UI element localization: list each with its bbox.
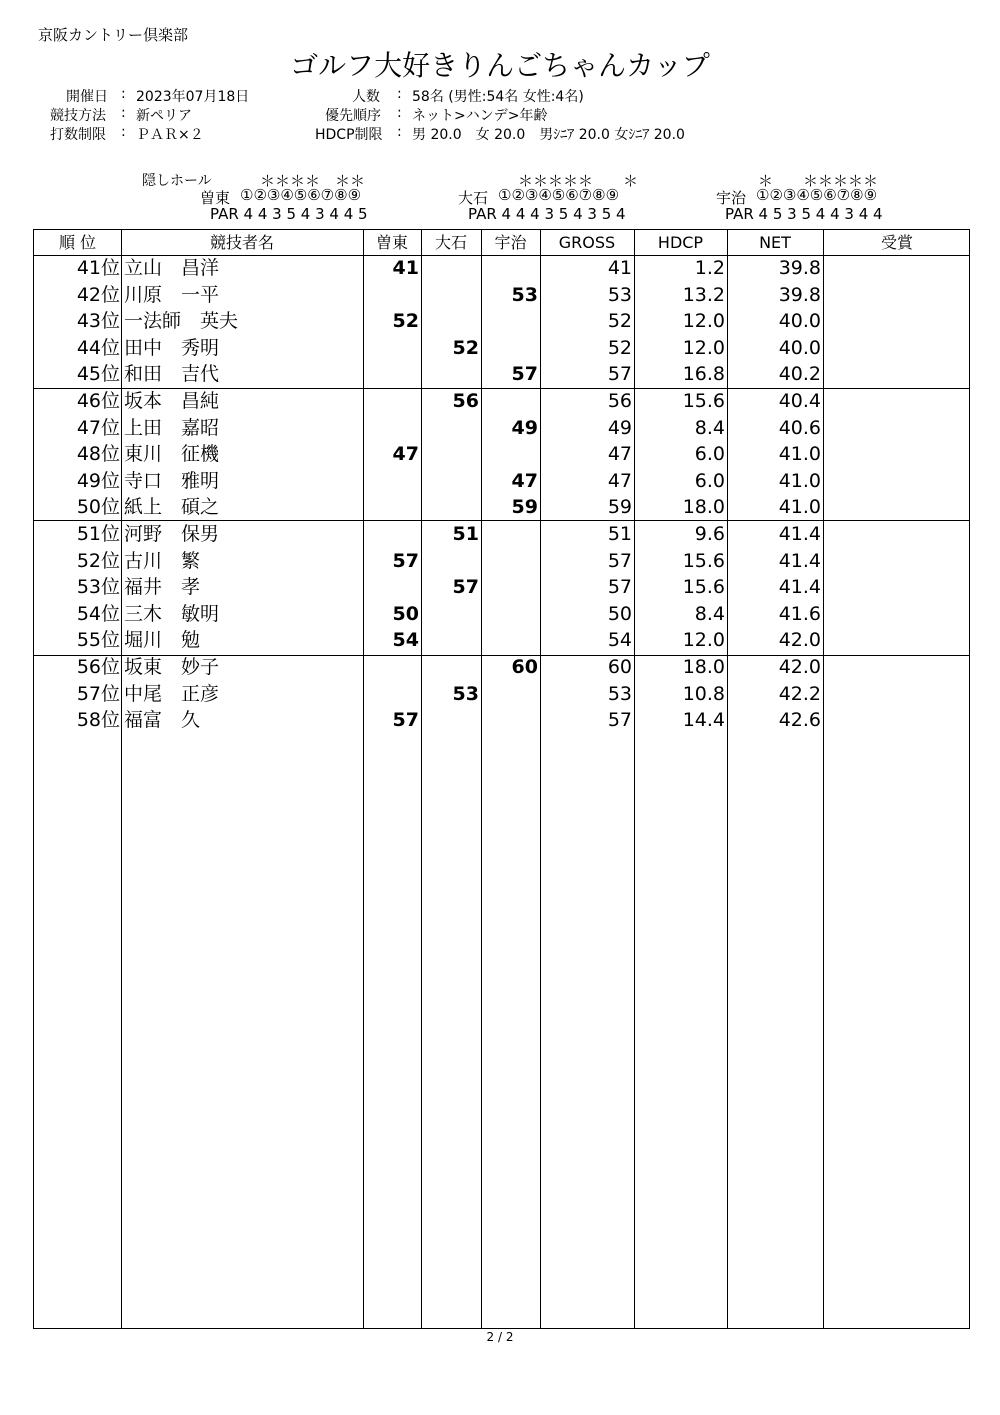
gross-cell: 47: [607, 469, 632, 492]
award-cell: [825, 361, 969, 387]
oishi-score-cell: 53: [452, 682, 479, 705]
header-net: NET: [759, 233, 791, 252]
course-name-uji: 宇治: [716, 189, 747, 207]
hdcp-cell: 6.0: [694, 443, 725, 466]
colon: :: [121, 86, 126, 102]
net-cell: 40.2: [778, 363, 821, 386]
limit-value: ＰＡＲ×２: [136, 127, 204, 143]
oishi-score-cell: 56: [452, 390, 479, 412]
sotou-score-cell: 52: [392, 310, 419, 333]
award-cell: [825, 654, 969, 680]
method-label: 競技方法: [50, 108, 106, 124]
gross-cell: 57: [607, 363, 632, 386]
uji-score-cell: [481, 255, 538, 281]
award-cell: [825, 335, 969, 361]
course-name-oishi: 大石: [458, 189, 489, 207]
column-divider: [121, 230, 122, 1328]
hidden-hole-stars-uji: ＊ ＊＊＊＊＊: [758, 172, 879, 190]
header-gross: GROSS: [558, 233, 616, 252]
award-cell: [825, 441, 969, 467]
uji-score-cell: [481, 335, 538, 361]
hdcp-cell: 15.6: [682, 549, 725, 572]
net-cell: 41.4: [778, 523, 821, 545]
oishi-score-cell: [421, 601, 479, 627]
par-row-uji: PAR 4 5 3 5 4 4 3 4 4: [725, 205, 883, 223]
oishi-score-cell: [421, 654, 479, 680]
rank-cell: 49位: [76, 469, 120, 492]
player-name-cell: 古川 繁: [124, 549, 201, 572]
rank-cell: 46位: [76, 390, 120, 412]
net-cell: 40.6: [778, 416, 821, 439]
header-uji: 宇治: [494, 233, 527, 252]
uji-score-cell: [481, 681, 538, 707]
hdcp-cell: 12.0: [682, 336, 725, 359]
oishi-score-cell: [421, 308, 479, 334]
net-cell: 41.6: [778, 602, 821, 625]
rank-cell: 51位: [76, 523, 120, 545]
hidden-hole-stars-sotou: ＊＊＊＊ ＊＊: [260, 172, 366, 190]
net-cell: 41.0: [778, 443, 821, 466]
header-hdcp: HDCP: [657, 233, 704, 252]
limit-label: 打数制限: [50, 127, 106, 143]
sotou-score-cell: [363, 521, 419, 547]
award-cell: [825, 494, 969, 520]
sotou-score-cell: 57: [392, 549, 419, 572]
hidden-hole-stars-oishi: ＊＊＊＊＊ ＊: [488, 172, 639, 190]
oishi-score-cell: [421, 468, 479, 494]
oishi-score-cell: [421, 627, 479, 653]
gross-cell: 53: [607, 283, 632, 306]
award-cell: [825, 521, 969, 547]
net-cell: 42.0: [778, 629, 821, 652]
course-name-sotou: 曽東: [200, 189, 231, 207]
net-cell: 39.8: [778, 257, 821, 279]
award-cell: [825, 308, 969, 334]
sotou-score-cell: 47: [392, 443, 419, 466]
sotou-score-cell: [363, 361, 419, 387]
priority-value: ネット>ハンデ>年齢: [412, 108, 548, 124]
net-cell: 42.2: [778, 682, 821, 705]
colon: :: [397, 124, 402, 140]
rank-cell: 45位: [76, 363, 120, 386]
sotou-score-cell: 50: [392, 602, 419, 625]
award-cell: [825, 627, 969, 653]
hdcp-cell: 15.6: [682, 576, 725, 599]
sotou-score-cell: [363, 388, 419, 414]
award-cell: [825, 681, 969, 707]
gross-cell: 50: [607, 602, 632, 625]
header-oishi: 大石: [434, 233, 467, 252]
uji-score-cell: [481, 388, 538, 414]
player-name-cell: 福富 久: [124, 709, 201, 732]
colon: :: [121, 124, 126, 140]
award-cell: [825, 415, 969, 441]
gross-cell: 57: [607, 576, 632, 599]
award-cell: [825, 282, 969, 308]
header-award: 受賞: [880, 233, 913, 252]
hdcp-cell: 8.4: [694, 416, 725, 439]
rank-cell: 48位: [76, 443, 120, 466]
player-name-cell: 坂本 昌純: [124, 390, 220, 412]
rank-cell: 53位: [76, 576, 120, 599]
sotou-score-cell: 54: [392, 629, 419, 652]
uji-score-cell: [481, 548, 538, 574]
oishi-score-cell: 51: [452, 523, 479, 545]
uji-score-cell: 60: [511, 656, 538, 678]
player-name-cell: 田中 秀明: [124, 336, 220, 359]
award-cell: [825, 574, 969, 600]
hdcp-cell: 16.8: [682, 363, 725, 386]
sotou-score-cell: [363, 282, 419, 308]
net-cell: 41.4: [778, 549, 821, 572]
hdcp-cell: 18.0: [682, 496, 725, 519]
oishi-score-cell: 52: [452, 336, 479, 359]
hdcp-cell: 12.0: [682, 629, 725, 652]
club-name: 京阪カントリー倶楽部: [38, 26, 189, 44]
hdcp-limit-value: 男 20.0 女 20.0 男ｼﾆｱ 20.0 女ｼﾆｱ 20.0: [412, 127, 685, 143]
rank-cell: 41位: [76, 257, 120, 279]
column-divider: [823, 230, 824, 1328]
player-name-cell: 和田 吉代: [124, 363, 220, 386]
oishi-score-cell: [421, 255, 479, 281]
player-name-cell: 河野 保男: [124, 523, 220, 545]
hdcp-cell: 8.4: [694, 602, 725, 625]
player-name-cell: 紙上 碩之: [124, 496, 220, 519]
sotou-score-cell: [363, 574, 419, 600]
uji-score-cell: [481, 574, 538, 600]
rank-cell: 50位: [76, 496, 120, 519]
sotou-score-cell: [363, 654, 419, 680]
uji-score-cell: 53: [511, 283, 538, 306]
colon: :: [397, 105, 402, 121]
rank-cell: 56位: [76, 656, 120, 678]
gross-cell: 41: [607, 257, 632, 279]
oishi-score-cell: [421, 707, 479, 733]
hdcp-cell: 18.0: [682, 656, 725, 678]
player-name-cell: 一法師 英夫: [124, 310, 239, 333]
priority-label: 優先順序: [325, 108, 381, 124]
rank-cell: 58位: [76, 709, 120, 732]
award-cell: [825, 468, 969, 494]
player-name-cell: 上田 嘉昭: [124, 416, 220, 439]
gross-cell: 53: [607, 682, 632, 705]
rank-cell: 44位: [76, 336, 120, 359]
header-rank: 順 位: [58, 233, 97, 252]
gross-cell: 57: [607, 549, 632, 572]
net-cell: 41.4: [778, 576, 821, 599]
hdcp-cell: 1.2: [694, 257, 725, 279]
gross-cell: 51: [607, 523, 632, 545]
player-name-cell: 川原 一平: [124, 283, 220, 306]
uji-score-cell: [481, 707, 538, 733]
oishi-score-cell: [421, 415, 479, 441]
hole-numbers-sotou: ①②③④⑤⑥⑦⑧⑨: [240, 186, 362, 204]
player-name-cell: 東川 征機: [124, 443, 220, 466]
hole-numbers-oishi: ①②③④⑤⑥⑦⑧⑨: [498, 186, 620, 204]
hole-numbers-uji: ①②③④⑤⑥⑦⑧⑨: [756, 186, 878, 204]
oishi-score-cell: [421, 494, 479, 520]
net-cell: 42.6: [778, 709, 821, 732]
net-cell: 40.0: [778, 310, 821, 333]
sotou-score-cell: [363, 681, 419, 707]
net-cell: 41.0: [778, 496, 821, 519]
players-label: 人数: [352, 89, 380, 105]
page-title: ゴルフ大好きりんごちゃんカップ: [290, 49, 710, 82]
player-name-cell: 福井 孝: [124, 576, 201, 599]
gross-cell: 56: [607, 390, 632, 412]
gross-cell: 52: [607, 336, 632, 359]
player-name-cell: 中尾 正彦: [124, 682, 220, 705]
colon: :: [397, 86, 402, 102]
award-cell: [825, 707, 969, 733]
hdcp-cell: 6.0: [694, 469, 725, 492]
oishi-score-cell: 57: [452, 576, 479, 599]
uji-score-cell: [481, 308, 538, 334]
player-name-cell: 寺口 雅明: [124, 469, 220, 492]
sotou-score-cell: [363, 468, 419, 494]
player-name-cell: 三木 敏明: [124, 602, 220, 625]
par-row-sotou: PAR 4 4 3 5 4 3 4 4 5: [210, 205, 368, 223]
uji-score-cell: 59: [511, 496, 538, 519]
hdcp-limit-label: HDCP制限: [315, 127, 383, 143]
page-number: 2 / 2: [486, 1330, 514, 1344]
date-value: 2023年07月18日: [136, 89, 250, 105]
hdcp-cell: 15.6: [682, 390, 725, 412]
header-player-name: 競技者名: [209, 233, 274, 252]
gross-cell: 49: [607, 416, 632, 439]
hdcp-cell: 12.0: [682, 310, 725, 333]
award-cell: [825, 255, 969, 281]
rank-cell: 55位: [76, 629, 120, 652]
oishi-score-cell: [421, 441, 479, 467]
uji-score-cell: 47: [511, 469, 538, 492]
hdcp-cell: 9.6: [694, 523, 725, 545]
award-cell: [825, 601, 969, 627]
header-sotou: 曽東: [375, 233, 408, 252]
rank-cell: 42位: [76, 283, 120, 306]
gross-cell: 60: [607, 656, 632, 678]
uji-score-cell: 49: [511, 416, 538, 439]
uji-score-cell: [481, 441, 538, 467]
sotou-score-cell: 41: [392, 257, 419, 279]
hdcp-cell: 10.8: [682, 682, 725, 705]
players-value: 58名 (男性:54名 女性:4名): [412, 89, 584, 105]
uji-score-cell: [481, 627, 538, 653]
method-value: 新ペリア: [136, 108, 192, 124]
uji-score-cell: [481, 601, 538, 627]
oishi-score-cell: [421, 361, 479, 387]
player-name-cell: 堀川 勉: [124, 629, 201, 652]
uji-score-cell: [481, 521, 538, 547]
rank-cell: 47位: [76, 416, 120, 439]
uji-score-cell: 57: [511, 363, 538, 386]
rank-cell: 52位: [76, 549, 120, 572]
player-name-cell: 坂東 妙子: [124, 656, 220, 678]
colon: :: [121, 105, 126, 121]
par-row-oishi: PAR 4 4 4 3 5 4 3 5 4: [468, 205, 626, 223]
net-cell: 40.0: [778, 336, 821, 359]
sotou-score-cell: [363, 494, 419, 520]
date-label: 開催日: [66, 89, 108, 105]
net-cell: 40.4: [778, 390, 821, 412]
sotou-score-cell: 57: [392, 709, 419, 732]
sotou-score-cell: [363, 335, 419, 361]
gross-cell: 54: [607, 629, 632, 652]
hidden-hole-label: 隠しホール: [142, 173, 212, 189]
gross-cell: 52: [607, 310, 632, 333]
award-cell: [825, 388, 969, 414]
player-name-cell: 立山 昌洋: [124, 257, 220, 279]
award-cell: [825, 548, 969, 574]
oishi-score-cell: [421, 282, 479, 308]
hdcp-cell: 13.2: [682, 283, 725, 306]
gross-cell: 57: [607, 709, 632, 732]
gross-cell: 47: [607, 443, 632, 466]
net-cell: 42.0: [778, 656, 821, 678]
hdcp-cell: 14.4: [682, 709, 725, 732]
net-cell: 41.0: [778, 469, 821, 492]
results-table: [33, 229, 970, 1329]
rank-cell: 54位: [76, 602, 120, 625]
sotou-score-cell: [363, 415, 419, 441]
rank-cell: 43位: [76, 310, 120, 333]
rank-cell: 57位: [76, 682, 120, 705]
oishi-score-cell: [421, 548, 479, 574]
net-cell: 39.8: [778, 283, 821, 306]
gross-cell: 59: [607, 496, 632, 519]
